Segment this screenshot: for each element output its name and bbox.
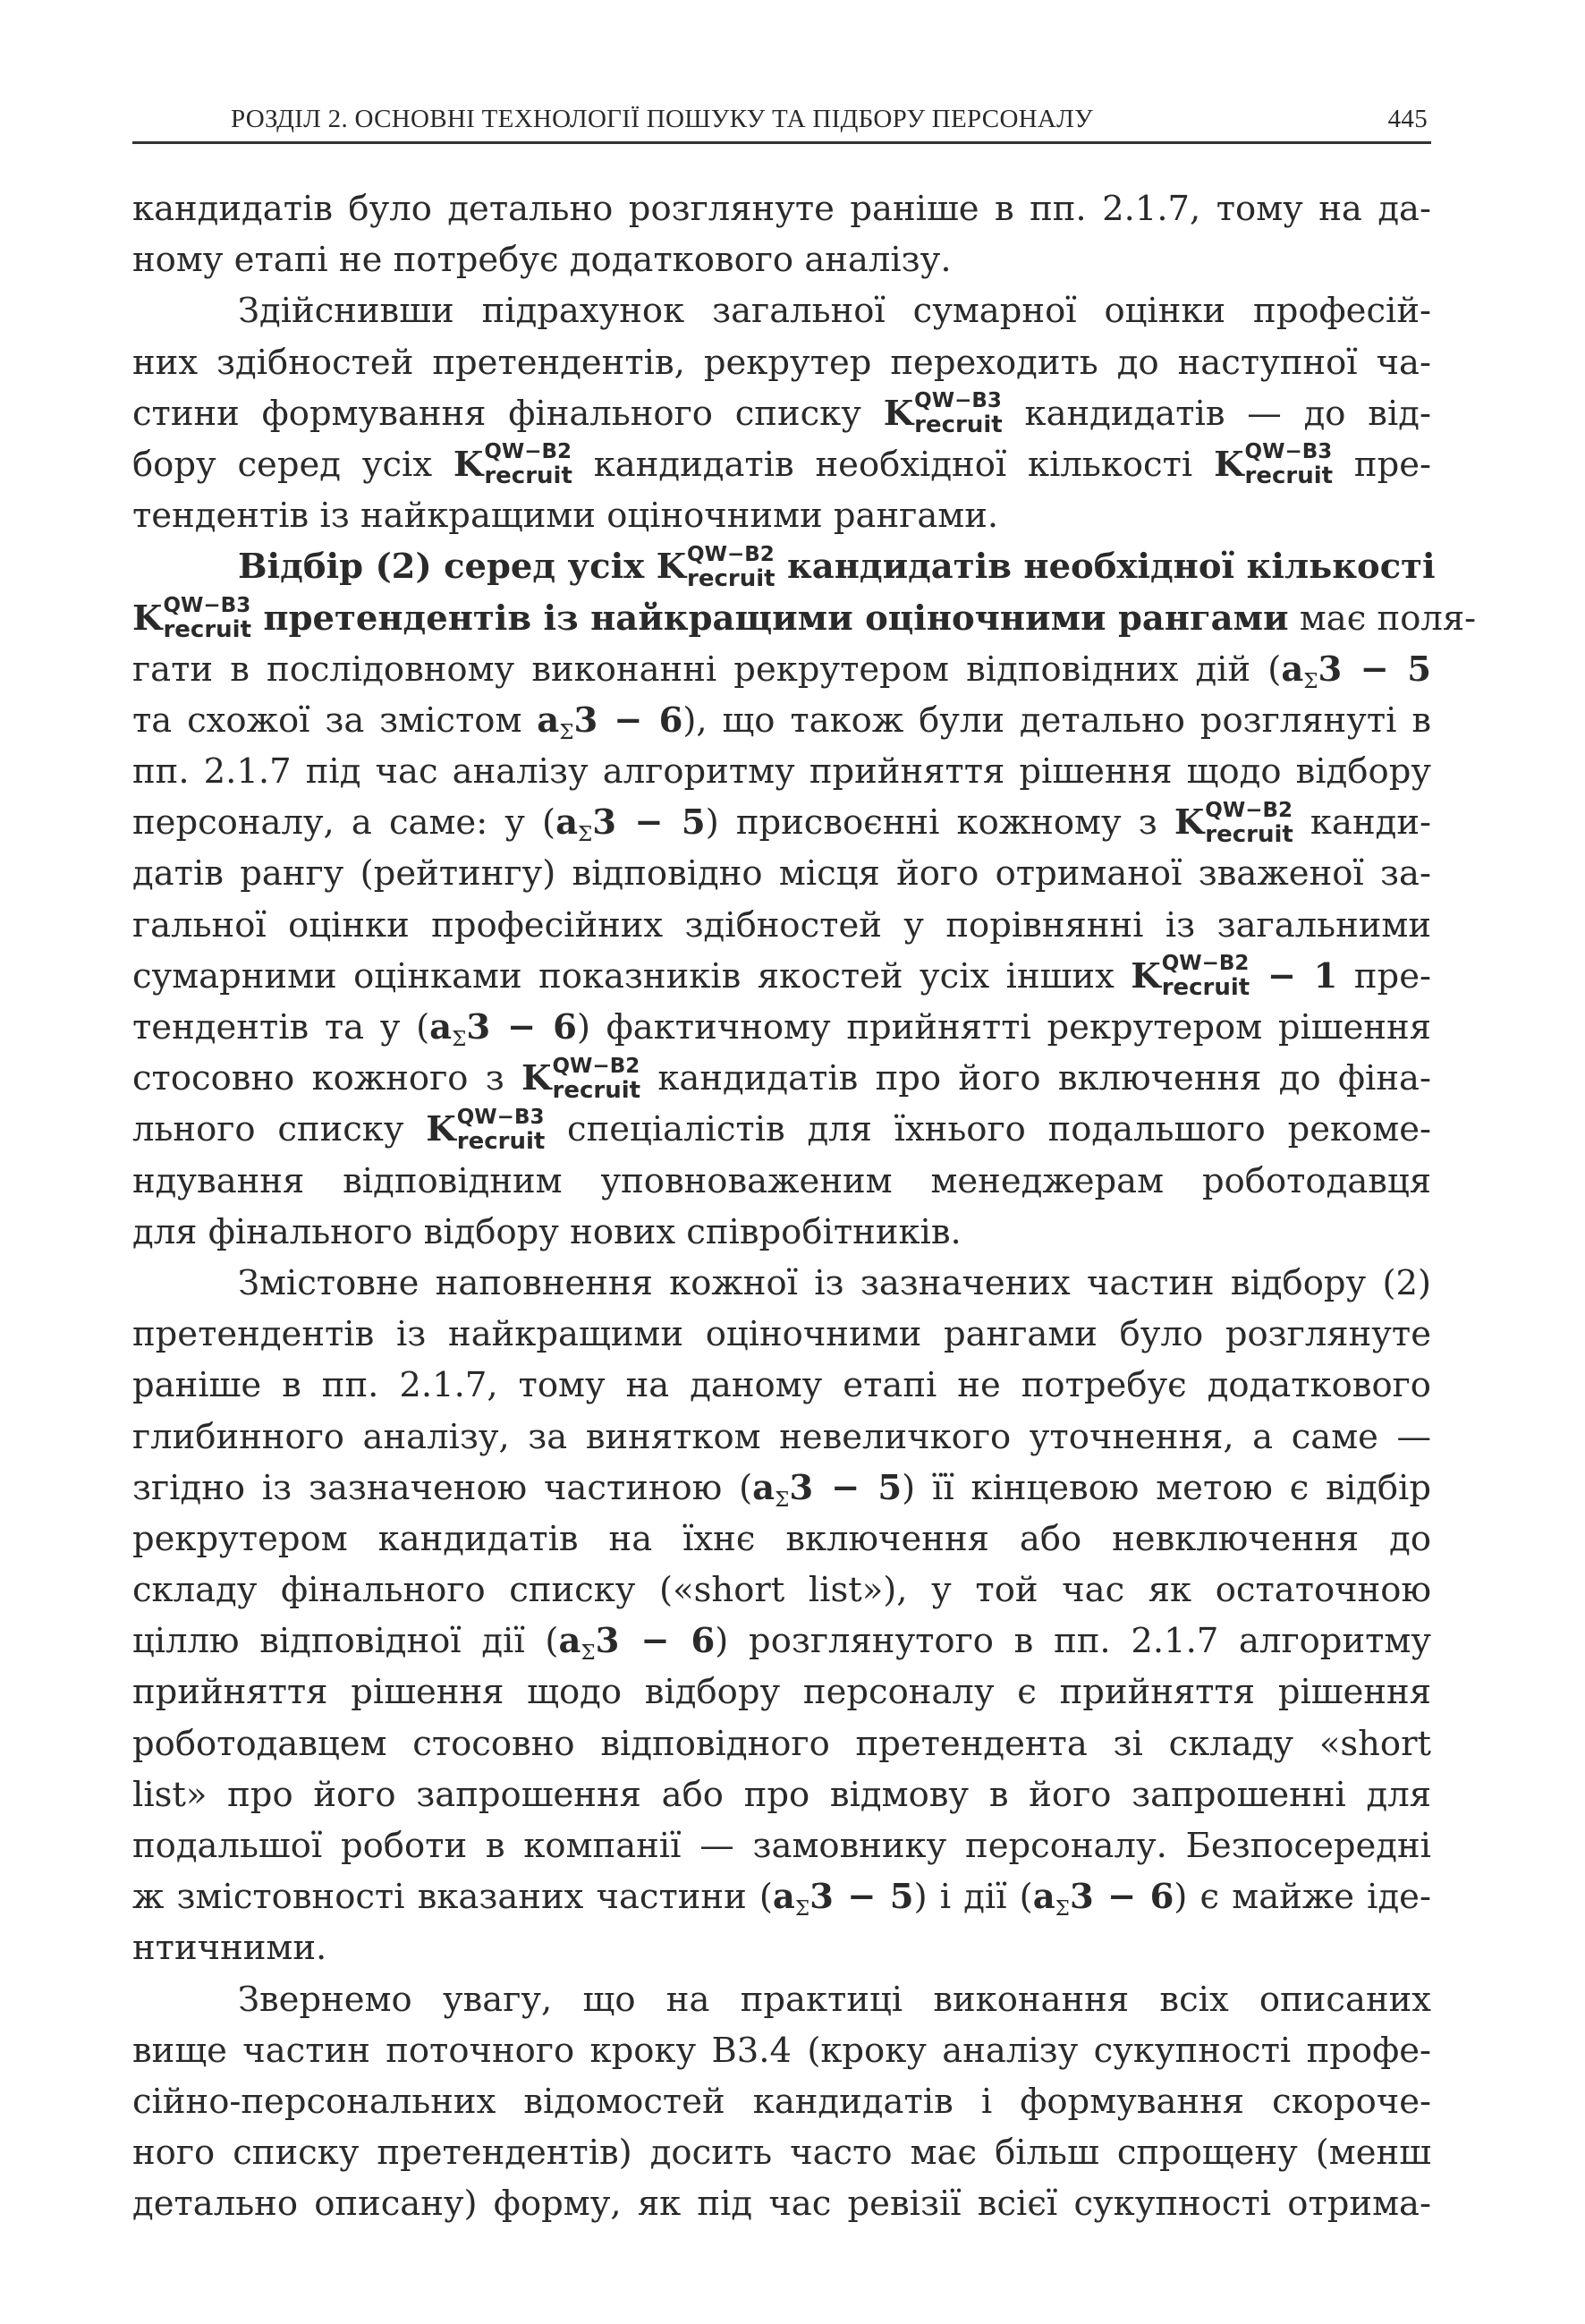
a-sigma-symbol: $a_\Sigma$ xyxy=(555,802,593,847)
text-run: кандидатів необхідної кількості xyxy=(572,444,1215,485)
text-run: ) розглянутого в пп. 2.1.7 алгоритму xyxy=(715,1621,1432,1662)
text-run: пре- xyxy=(1337,955,1431,997)
text-line: детально описану) форму, як під час ревізії всієї сукупності отрима- xyxy=(132,2184,1431,2225)
text-line xyxy=(132,1002,1431,1053)
text-run: пре- xyxy=(1333,444,1432,485)
text-run: стини формування фінального списку xyxy=(132,393,884,434)
text-line: нтичними. xyxy=(132,1928,327,1969)
text-line: роботодавцем стосовно відповідного претендента зі складу «short xyxy=(132,1723,1431,1764)
formula-run: 3 − 5 xyxy=(789,1467,903,1508)
text-line: list» про його запрошення або про відмову в його запрошенні для xyxy=(132,1774,1431,1815)
text-line xyxy=(132,644,1431,695)
text-run: льного списку xyxy=(132,1109,427,1150)
text-line xyxy=(132,1871,1431,1922)
text-run: спеціалістів для їхнього подальшого рекоме- xyxy=(545,1109,1431,1150)
text-line: пп. 2.1.7 під час аналізу алгоритму прийняття рішення щодо відбору xyxy=(132,751,1431,793)
text-line xyxy=(132,541,1436,592)
k-recruit-b2-symbol: K QW−B2 recruit xyxy=(1131,952,1250,1002)
text-line: Змістовне наповнення кожної із зазначених частин відбору (2) xyxy=(238,1262,1431,1303)
text-run: тендентів та у ( xyxy=(132,1007,430,1047)
formula-run: − 1 xyxy=(1250,955,1338,997)
text-line: тендентів із найкращими оціночними рангами. xyxy=(132,496,999,537)
text-run: сумарними оцінками показників якостей усіх інших xyxy=(132,955,1132,997)
text-run: має поля- xyxy=(1288,598,1477,639)
k-recruit-b2-symbol: K QW−B2 recruit xyxy=(453,440,572,490)
text-line: ному етапі не потребує додаткового аналізу. xyxy=(132,240,952,281)
text-line xyxy=(132,1053,1431,1104)
text-line xyxy=(132,388,1431,439)
text-run: ) фактичному прийнятті рекрутером рішення xyxy=(576,1007,1431,1047)
k-recruit-b3-symbol: K QW−B3 recruit xyxy=(1214,440,1334,490)
text-line: глибинного аналізу, за винятком невеличкого уточнення, а саме — xyxy=(132,1416,1431,1457)
text-line: складу фінального списку («short list»), у той час як остаточною xyxy=(132,1570,1431,1611)
text-line: Здійснивши підрахунок загальної сумарної оцінки професій- xyxy=(238,291,1431,332)
text-run: гати в послідовному виконанні рекрутером відповідних дій ( xyxy=(132,649,1282,690)
text-line: датів рангу (рейтингу) відповідно місця його отриманої зваженої за- xyxy=(132,853,1431,895)
text-line: сійно-персональних відомостей кандидатів і формування скороче- xyxy=(132,2081,1431,2122)
text-run-bold: претендентів із найкращими оціночними рангами xyxy=(251,598,1289,639)
text-run: ) і дії ( xyxy=(913,1877,1033,1918)
a-sigma-symbol: $a_\Sigma$ xyxy=(429,1007,467,1051)
page-number: 445 xyxy=(1387,105,1428,133)
formula-run: 3 − 6 xyxy=(466,1007,577,1047)
text-run: персоналу, а саме: у ( xyxy=(132,802,556,844)
a-sigma-symbol: $a_\Sigma$ xyxy=(537,700,574,744)
formula-run: 3 − 5 xyxy=(592,802,706,844)
a-sigma-symbol: $a_\Sigma$ xyxy=(772,1877,810,1921)
formula-run: 3 − 6 xyxy=(573,700,683,741)
text-line xyxy=(132,1104,1431,1155)
text-line: гальної оцінки професійних здібностей у порівнянні із загальними xyxy=(132,904,1431,946)
text-run: Відбір (2) серед усіх xyxy=(238,547,657,588)
text-line: ного списку претендентів) досить часто має більш спрощену (менш xyxy=(132,2133,1431,2174)
text-line xyxy=(132,439,1431,490)
text-line: кандидатів було детально розглянуте раніше в пп. 2.1.7, тому на да- xyxy=(132,189,1431,229)
k-recruit-b3-symbol: K QW−B3 recruit xyxy=(132,594,252,643)
text-run: стосовно кожного з xyxy=(132,1058,522,1099)
body-text xyxy=(132,183,1477,2230)
a-sigma-symbol: $a_\Sigma$ xyxy=(1281,649,1318,693)
text-line xyxy=(132,797,1431,848)
formula-run: 3 − 6 xyxy=(1069,1877,1174,1918)
k-recruit-b2-symbol: K QW−B2 recruit xyxy=(1174,798,1293,848)
text-run: згідно із зазначеною частиною ( xyxy=(132,1467,753,1508)
k-recruit-b3-symbol: K QW−B3 recruit xyxy=(883,389,1003,439)
text-run: ), що також були детально розглянуті в xyxy=(682,700,1431,741)
a-sigma-symbol: $a_\Sigma$ xyxy=(752,1467,790,1512)
formula-run: 3 − 5 xyxy=(809,1877,914,1918)
text-line xyxy=(132,695,1431,746)
text-line xyxy=(132,1616,1431,1667)
text-run: кандидатів — до від- xyxy=(1002,393,1431,434)
text-line: них здібностей претендентів, рекрутер переходить до наступної ча- xyxy=(132,342,1431,383)
k-recruit-b2-symbol: K QW−B2 recruit xyxy=(656,542,776,592)
a-sigma-symbol: $a_\Sigma$ xyxy=(558,1621,596,1666)
text-line: для фінального відбору нових співробітників. xyxy=(132,1211,962,1252)
running-head xyxy=(132,97,1431,144)
running-head-title: РОЗДІЛ 2. ОСНОВНІ ТЕХНОЛОГІЇ ПОШУКУ ТА ПІДБОРУ ПЕРСОНАЛУ xyxy=(231,105,1093,133)
text-run: та схожої за змістом xyxy=(132,700,538,741)
text-run: канди- xyxy=(1293,802,1431,844)
formula-run: 3 − 6 xyxy=(595,1621,716,1662)
k-recruit-b3-symbol: K QW−B3 recruit xyxy=(426,1105,546,1155)
text-run: ціллю відповідної дії ( xyxy=(132,1621,559,1662)
text-line: подальшої роботи в компанії — замовнику персоналу. Безпосередні xyxy=(132,1826,1431,1866)
text-run: ж змістовності вказаних частини ( xyxy=(132,1877,773,1918)
text-line: ндування відповідним уповноваженим менеджерам роботодавця xyxy=(132,1160,1431,1201)
text-run: кандидатів про його включення до фіна- xyxy=(640,1058,1431,1099)
text-line xyxy=(132,593,1477,644)
text-line xyxy=(132,951,1431,1002)
text-line: прийняття рішення щодо відбору персоналу є прийняття рішення xyxy=(132,1672,1431,1713)
text-line: вище частин поточного кроку В3.4 (кроку аналізу сукупності профе- xyxy=(132,2030,1431,2071)
text-run: ) є майже іде- xyxy=(1174,1877,1431,1918)
text-run: бору серед усіх xyxy=(132,444,453,485)
text-line: претендентів із найкращими оціночними рангами було розглянуте xyxy=(132,1314,1431,1355)
k-recruit-b2-symbol: K QW−B2 recruit xyxy=(521,1054,641,1104)
text-run: ) присвоєнні кожному з xyxy=(705,802,1174,844)
text-run: ) її кінцевою метою є відбір xyxy=(902,1467,1431,1508)
text-line xyxy=(132,1463,1431,1514)
a-sigma-symbol: $a_\Sigma$ xyxy=(1032,1877,1070,1921)
text-line: рекрутером кандидатів на їхнє включення або невключення до xyxy=(132,1518,1431,1559)
text-line: Звернемо увагу, що на практиці виконання всіх описаних xyxy=(238,1979,1431,2020)
text-run: кандидатів необхідної кількості xyxy=(775,547,1436,588)
formula-run: 3 − 5 xyxy=(1318,649,1431,690)
text-line: раніше в пп. 2.1.7, тому на даному етапі не потребує додаткового xyxy=(132,1365,1431,1406)
